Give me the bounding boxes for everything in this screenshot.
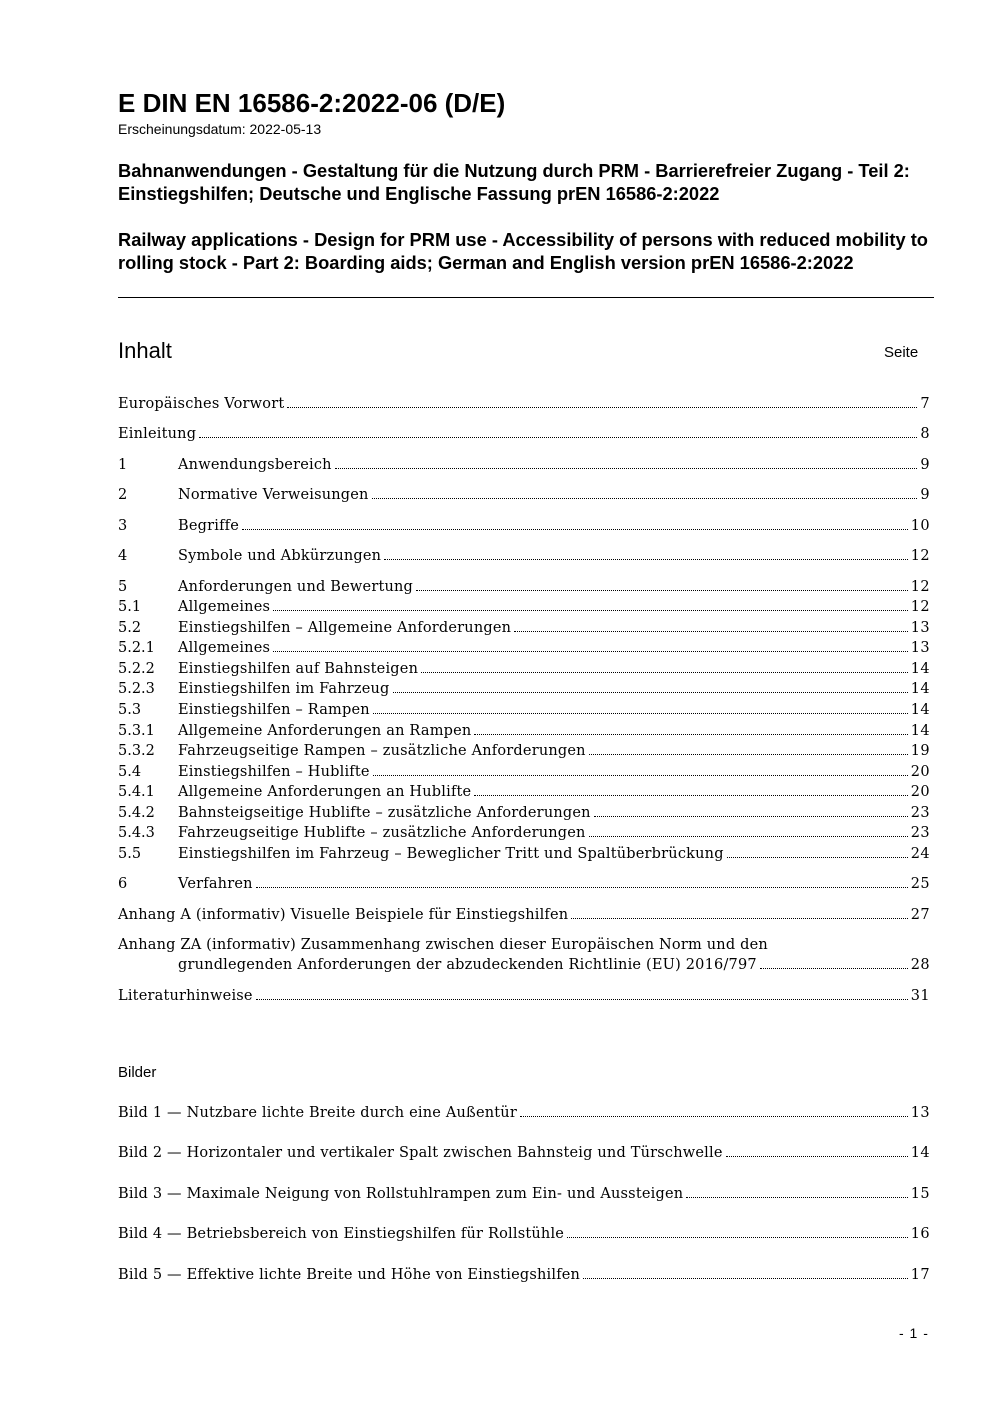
toc-entry-page: 28	[910, 957, 930, 973]
toc-entry-title: Anhang ZA (informativ) Zusammenhang zwischen dieser Europäischen Norm und den	[118, 937, 768, 953]
toc-entry-page: 12	[910, 599, 930, 615]
toc-entry-title: Einleitung	[118, 426, 197, 442]
figure-entry-page: 14	[910, 1145, 930, 1161]
figure-entry[interactable]	[118, 1143, 930, 1163]
dot-leader	[373, 774, 908, 776]
toc-entry-number: 5.1	[118, 599, 142, 615]
toc-entry-page: 8	[920, 426, 930, 442]
toc-entry-page: 9	[920, 487, 930, 503]
toc-entry[interactable]	[118, 659, 930, 679]
figures-heading: Bilder	[118, 1064, 157, 1081]
toc-entry-page: 9	[920, 457, 930, 473]
toc-entry-number: 5.2.3	[118, 681, 155, 697]
toc-entry-number: 2	[118, 487, 128, 503]
toc-entry-page: 27	[910, 907, 930, 923]
toc-entry[interactable]	[118, 721, 930, 741]
toc-entry-title: Allgemeine Anforderungen an Rampen	[178, 723, 472, 739]
dot-leader	[760, 967, 908, 969]
toc-entry-title: Symbole und Abkürzungen	[178, 548, 382, 564]
toc-entry-page: 13	[910, 640, 930, 656]
toc-entry-number: 5.3.2	[118, 743, 155, 759]
toc-entry[interactable]	[118, 618, 930, 638]
figure-entry-title: Bild 4 — Betriebsbereich von Einstiegshilfen für Rollstühle	[118, 1226, 565, 1242]
toc-entry-title: Anwendungsbereich	[178, 457, 332, 473]
dot-leader	[384, 558, 908, 560]
page-number: - 1 -	[899, 1325, 929, 1341]
toc-entry-title: Bahnsteigseitige Hublifte – zusätzliche Anforderungen	[178, 805, 591, 821]
dot-leader	[571, 917, 907, 919]
toc-entry-title: Einstiegshilfen – Rampen	[178, 702, 370, 718]
toc-entry-title-continued: grundlegenden Anforderungen der abzudeckenden Richtlinie (EU) 2016/797	[178, 957, 757, 973]
toc-entry-page: 12	[910, 548, 930, 564]
toc-entry-title: Einstiegshilfen – Hublifte	[178, 764, 370, 780]
dot-leader	[686, 1196, 907, 1198]
toc-entry-title: Einstiegshilfen – Allgemeine Anforderungen	[178, 620, 512, 636]
figure-entry-page: 17	[910, 1267, 930, 1283]
toc-entry-number: 5.5	[118, 846, 142, 862]
figure-entry-title: Bild 2 — Horizontaler und vertikaler Spalt zwischen Bahnsteig und Türschwelle	[118, 1145, 723, 1161]
toc-entry[interactable]	[118, 546, 930, 566]
dot-leader	[273, 650, 908, 652]
toc-entry-title: Literaturhinweise	[118, 988, 253, 1004]
dot-leader	[474, 733, 907, 735]
toc-entry-page: 23	[910, 805, 930, 821]
figure-entry-page: 13	[910, 1105, 930, 1121]
toc-entry-page: 19	[910, 743, 930, 759]
dot-leader	[372, 497, 918, 499]
toc-entry-title: Allgemeine Anforderungen an Hublifte	[178, 784, 472, 800]
toc-entry-page: 31	[910, 988, 930, 1004]
figure-entry-title: Bild 5 — Effektive lichte Breite und Höhe von Einstiegshilfen	[118, 1267, 581, 1283]
toc-entry-number: 3	[118, 518, 128, 534]
toc-entry-title: Allgemeines	[178, 599, 271, 615]
dot-leader	[256, 998, 908, 1000]
dot-leader	[373, 712, 908, 714]
toc-entry-title: Allgemeines	[178, 640, 271, 656]
toc-entry-number: 5.4.2	[118, 805, 155, 821]
toc-entry-page: 25	[910, 876, 930, 892]
dot-leader	[421, 671, 908, 673]
toc-entry[interactable]	[118, 455, 930, 475]
figure-entry[interactable]	[118, 1224, 930, 1244]
dot-leader	[242, 528, 908, 530]
toc-entry[interactable]	[118, 424, 930, 444]
toc-entry-title: Anhang A (informativ) Visuelle Beispiele für Einstiegshilfen	[118, 907, 569, 923]
toc-entry-title: Einstiegshilfen im Fahrzeug – Beweglicher Tritt und Spaltüberbrückung	[178, 846, 724, 862]
dot-leader	[589, 835, 908, 837]
toc-entry-page: 7	[920, 396, 930, 412]
figure-entry-title: Bild 3 — Maximale Neigung von Rollstuhlrampen zum Ein- und Aussteigen	[118, 1186, 684, 1202]
publication-date: Erscheinungsdatum: 2022-05-13	[118, 121, 322, 137]
dot-leader	[416, 589, 908, 591]
toc-entry[interactable]	[118, 803, 930, 823]
figure-entry[interactable]	[118, 1184, 930, 1204]
dot-leader	[594, 815, 908, 817]
toc-entry[interactable]	[118, 741, 930, 761]
toc-entry-number: 6	[118, 876, 128, 892]
toc-entry[interactable]	[118, 516, 930, 536]
toc-entry-number: 5.2.1	[118, 640, 155, 656]
dot-leader	[727, 856, 908, 858]
toc-heading: Inhalt	[118, 338, 172, 363]
toc-entry[interactable]	[118, 986, 930, 1006]
figure-entry-title: Bild 1 — Nutzbare lichte Breite durch eine Außentür	[118, 1105, 517, 1121]
dot-leader	[474, 794, 907, 796]
dot-leader	[520, 1115, 908, 1117]
header-divider	[118, 297, 934, 298]
page-column-label: Seite	[884, 344, 919, 361]
toc-entry-page: 24	[910, 846, 930, 862]
toc-entry-number: 5.2.2	[118, 661, 155, 677]
toc-entry-number: 5.4.3	[118, 825, 155, 841]
toc-entry-page: 14	[910, 723, 930, 739]
dot-leader	[287, 406, 917, 408]
figure-entry[interactable]	[118, 1103, 930, 1123]
title-german: Bahnanwendungen - Gestaltung für die Nutzung durch PRM - Barrierefreier Zugang - Teil 2: Einstiegshilfen; Deutsche und Englische Fassung prEN 16586-2:2022	[118, 160, 910, 204]
toc-entry[interactable]	[118, 638, 930, 658]
document-id: E DIN EN 16586-2:2022-06 (D/E)	[118, 88, 506, 118]
toc-entry[interactable]	[118, 577, 930, 597]
toc-entry[interactable]	[118, 394, 930, 414]
toc-entry-page: 10	[910, 518, 930, 534]
dot-leader	[567, 1236, 908, 1238]
toc-entry-title: Fahrzeugseitige Rampen – zusätzliche Anforderungen	[178, 743, 586, 759]
figure-entry-page: 15	[910, 1186, 930, 1202]
toc-entry-number: 5.4.1	[118, 784, 155, 800]
toc-entry-number: 1	[118, 457, 128, 473]
figure-entry-page: 16	[910, 1226, 930, 1242]
toc-entry[interactable]	[118, 823, 930, 843]
toc-entry[interactable]	[118, 679, 930, 699]
dot-leader	[583, 1277, 908, 1279]
toc-entry-number: 4	[118, 548, 128, 564]
toc-entry[interactable]	[118, 782, 930, 802]
toc-entry[interactable]	[118, 700, 930, 720]
toc-entry-number: 5.3	[118, 702, 142, 718]
toc-entry-number: 5	[118, 579, 128, 595]
toc-entry-title: Europäisches Vorwort	[118, 396, 285, 412]
toc-entry[interactable]	[118, 762, 930, 782]
toc-entry[interactable]	[118, 844, 930, 864]
title-english: Railway applications - Design for PRM use - Accessibility of persons with reduced mobility to rolling stock - Part 2: Boarding aids; German and English version prEN 16586-2:2022	[118, 229, 928, 273]
toc-entry-page: 12	[910, 579, 930, 595]
toc-entry[interactable]	[118, 905, 930, 925]
toc-entry[interactable]	[118, 597, 930, 617]
toc-entry-number: 5.3.1	[118, 723, 155, 739]
dot-leader	[514, 630, 908, 632]
dot-leader	[393, 691, 908, 693]
dot-leader	[256, 886, 908, 888]
toc-entry-title: Fahrzeugseitige Hublifte – zusätzliche Anforderungen	[178, 825, 586, 841]
toc-entry-number: 5.4	[118, 764, 142, 780]
dot-leader	[589, 753, 908, 755]
toc-entry[interactable]	[118, 485, 930, 505]
toc-entry[interactable]	[118, 874, 930, 894]
toc-entry-title: Verfahren	[178, 876, 253, 892]
toc-entry[interactable]	[118, 935, 930, 976]
dot-leader	[273, 609, 908, 611]
toc-entry-title: Einstiegshilfen auf Bahnsteigen	[178, 661, 419, 677]
dot-leader	[726, 1155, 908, 1157]
toc-entry-number: 5.2	[118, 620, 142, 636]
toc-entry-title: Begriffe	[178, 518, 240, 534]
figure-entry[interactable]	[118, 1265, 930, 1285]
toc-entry-page: 20	[910, 784, 930, 800]
toc-entry-page: 20	[910, 764, 930, 780]
toc-entry-title: Normative Verweisungen	[178, 487, 369, 503]
toc-entry-page: 14	[910, 661, 930, 677]
toc-entry-page: 14	[910, 702, 930, 718]
dot-leader	[335, 467, 918, 469]
toc-entry-page: 23	[910, 825, 930, 841]
toc-entry-title: Anforderungen und Bewertung	[178, 579, 414, 595]
toc-entry-page: 13	[910, 620, 930, 636]
dot-leader	[199, 436, 917, 438]
toc-entry-title: Einstiegshilfen im Fahrzeug	[178, 681, 390, 697]
toc-entry-page: 14	[910, 681, 930, 697]
